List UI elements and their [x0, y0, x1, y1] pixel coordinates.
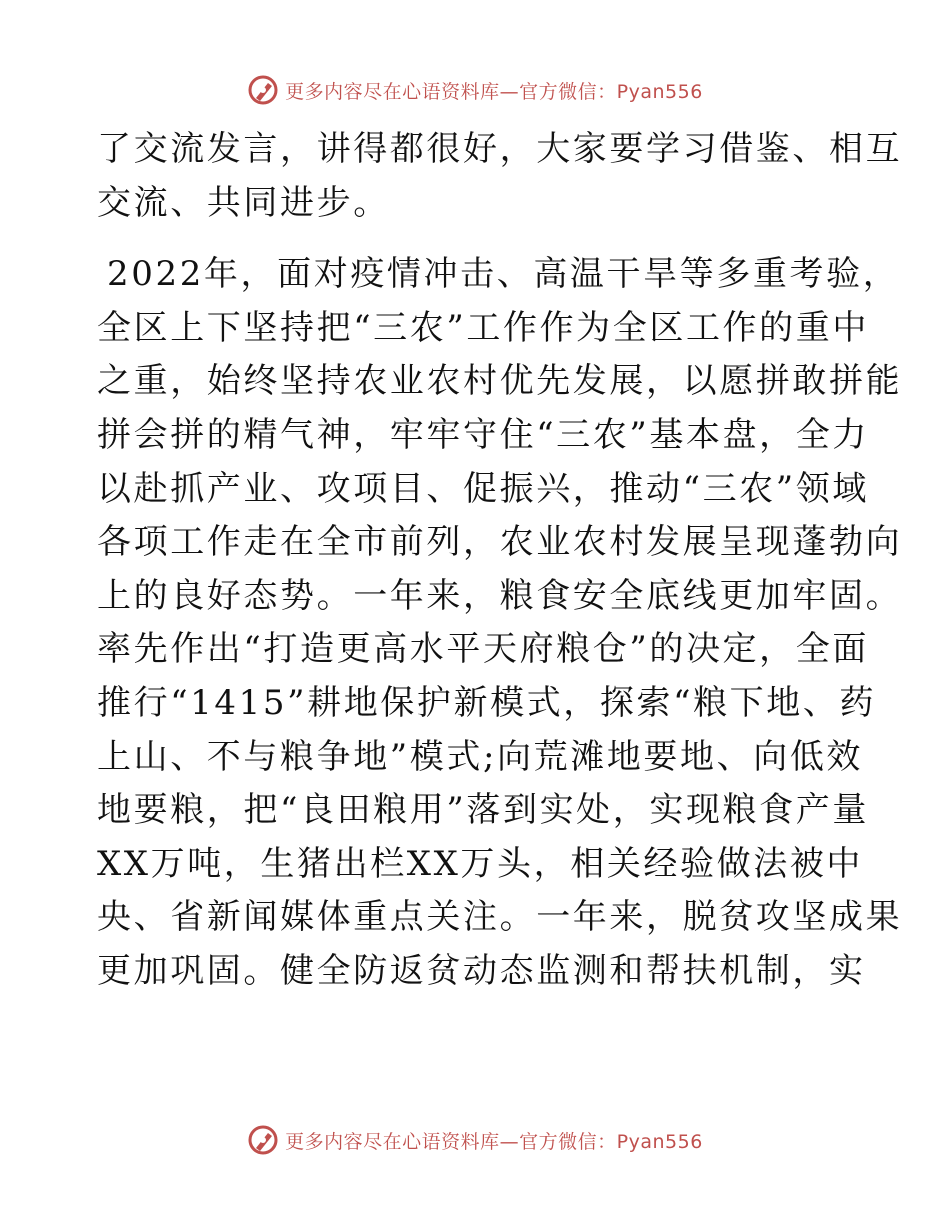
text-line: 央、省新闻媒体重点关注。一年来，脱贫攻坚成果: [97, 897, 903, 938]
text-line: 地要粮，把“良田粮用”落到实处，实现粮食产量: [97, 790, 869, 831]
text-line: 之重，始终坚持农业农村优先发展，以愿拼敢拼能: [97, 361, 903, 402]
text-line: 交流、共同进步。: [97, 182, 390, 223]
pen-circle-logo-icon: [247, 1124, 279, 1156]
text-line: 以赴抓产业、攻项目、促振兴，推动“三农”领域: [97, 468, 869, 509]
text-line: 了交流发言，讲得都很好，大家要学习借鉴、相互: [97, 129, 903, 169]
text-line: 更加巩固。健全防返贫动态监测和帮扶机制，实: [97, 950, 866, 991]
paragraph: [97, 123, 903, 230]
footer-watermark-text: 更多内容尽在心语资料库—官方微信：Pyan556: [285, 1130, 703, 1153]
text-line: 推行“1415”耕地保护新模式，探索“粮下地、药: [97, 682, 877, 723]
text-line: 拼会拼的精气神，牢牢守住“三农”基本盘，全力: [97, 414, 869, 455]
text-line: 率先作出“打造更高水平天府粮仓”的决定，全面: [97, 629, 869, 670]
text-line: 2022年，面对疫情冲击、高温干旱等多重考验，: [107, 254, 900, 295]
footer-watermark: [0, 1120, 950, 1160]
text-line: 上的良好态势。一年来，粮食安全底线更加牢固。: [97, 575, 903, 616]
header-watermark-text: 更多内容尽在心语资料库—官方微信：Pyan556: [285, 80, 703, 103]
document-body: [97, 123, 903, 999]
text-line: 全区上下坚持把“三农”工作作为全区工作的重中: [97, 307, 869, 348]
pen-circle-logo-icon: [247, 74, 279, 106]
text-line: XX万吨，生猪出栏XX万头，相关经验做法被中: [97, 843, 864, 884]
text-line: 上山、不与粮争地”模式;向荒滩地要地、向低效: [97, 736, 864, 777]
header-watermark: [0, 70, 950, 110]
paragraph: [97, 248, 903, 998]
text-line: 各项工作走在全市前列，农业农村发展呈现蓬勃向: [97, 522, 903, 563]
